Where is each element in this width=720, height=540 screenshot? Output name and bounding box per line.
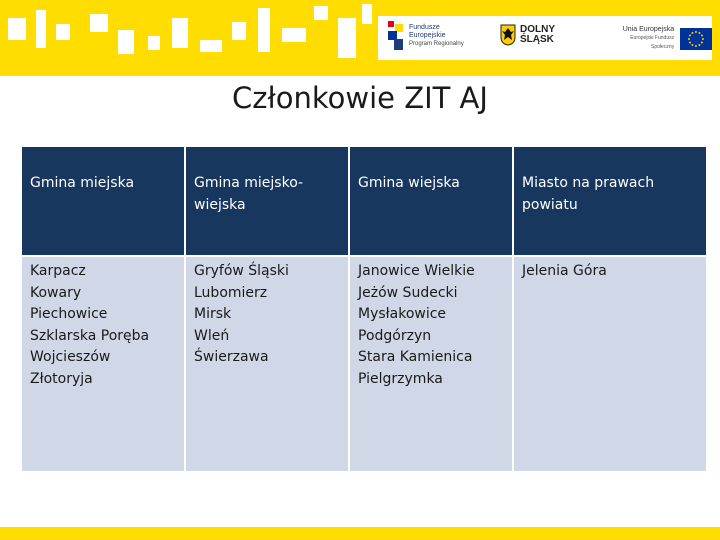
list-item: Lubomierz <box>194 284 268 301</box>
eu-flag-icon <box>680 28 712 50</box>
decorative-square <box>56 24 70 40</box>
eu-logo <box>606 25 712 52</box>
column-header-rural: Gmina wiejska <box>349 146 513 256</box>
table-header-row <box>21 146 707 256</box>
list-item: Karpacz <box>30 263 86 279</box>
decorative-square <box>36 10 46 48</box>
funds-line3: Program Regionalny <box>409 41 464 47</box>
column-header-urban: Gmina miejska <box>21 146 185 256</box>
page-title: Członkowie ZIT AJ <box>232 81 488 115</box>
decorative-square <box>258 8 270 52</box>
list-item: Podgórzyn <box>358 327 432 344</box>
decorative-square <box>314 6 328 20</box>
eagle-crest-icon <box>500 24 516 46</box>
top-banner <box>0 0 720 76</box>
decorative-square <box>90 14 108 32</box>
list-item: Jelenia Góra <box>522 263 607 279</box>
cell-city-county <box>513 256 707 472</box>
list-item: Pielgrzymka <box>358 370 443 387</box>
decorative-square <box>8 18 26 40</box>
column-header-city-county: Miasto na prawach powiatu <box>513 146 707 256</box>
region-line2: ŚLĄSK <box>520 34 554 45</box>
decorative-square <box>148 36 160 50</box>
list-item: Mysłakowice <box>358 306 447 322</box>
european-funds-icon <box>388 21 404 51</box>
table-row <box>21 256 707 472</box>
members-table <box>20 145 708 473</box>
list-item: Mirsk <box>194 306 232 322</box>
list-item: Wleń <box>194 327 230 344</box>
list-item: Świerzawa <box>194 349 269 365</box>
dolny-slask-logo <box>500 24 555 46</box>
decorative-square <box>200 40 222 52</box>
column-header-urban-rural: Gmina miejsko-wiejska <box>185 146 349 256</box>
list-item: Złotoryja <box>30 370 93 387</box>
list-item: Kowary <box>30 284 82 301</box>
cell-urban-rural <box>185 256 349 472</box>
region-line1: DOLNY <box>520 24 555 35</box>
european-funds-logo <box>388 21 464 51</box>
list-item: Janowice Wielkie <box>358 263 475 279</box>
list-item: Szklarska Poręba <box>30 327 150 344</box>
list-item: Stara Kamienica <box>358 349 473 365</box>
funds-line2: Europejskie <box>409 32 446 39</box>
bottom-bar <box>0 527 720 540</box>
list-item: Gryfów Śląski <box>194 263 289 279</box>
eu-line1: Unia Europejska <box>622 26 675 33</box>
list-item: Jeżów Sudecki <box>358 284 458 301</box>
cell-urban <box>21 256 185 472</box>
decorative-square <box>172 18 188 48</box>
decorative-square <box>362 4 372 24</box>
decorative-square <box>232 22 246 40</box>
list-item: Piechowice <box>30 306 108 322</box>
cell-rural <box>349 256 513 472</box>
decorative-square <box>118 30 134 54</box>
logos-bar <box>378 16 712 60</box>
funds-line1: Fundusze <box>409 24 440 31</box>
eu-line2: Europejski Fundusz Społeczny <box>630 35 675 50</box>
decorative-square <box>282 28 306 42</box>
decorative-square <box>338 18 356 58</box>
list-item: Wojcieszów <box>30 349 111 365</box>
